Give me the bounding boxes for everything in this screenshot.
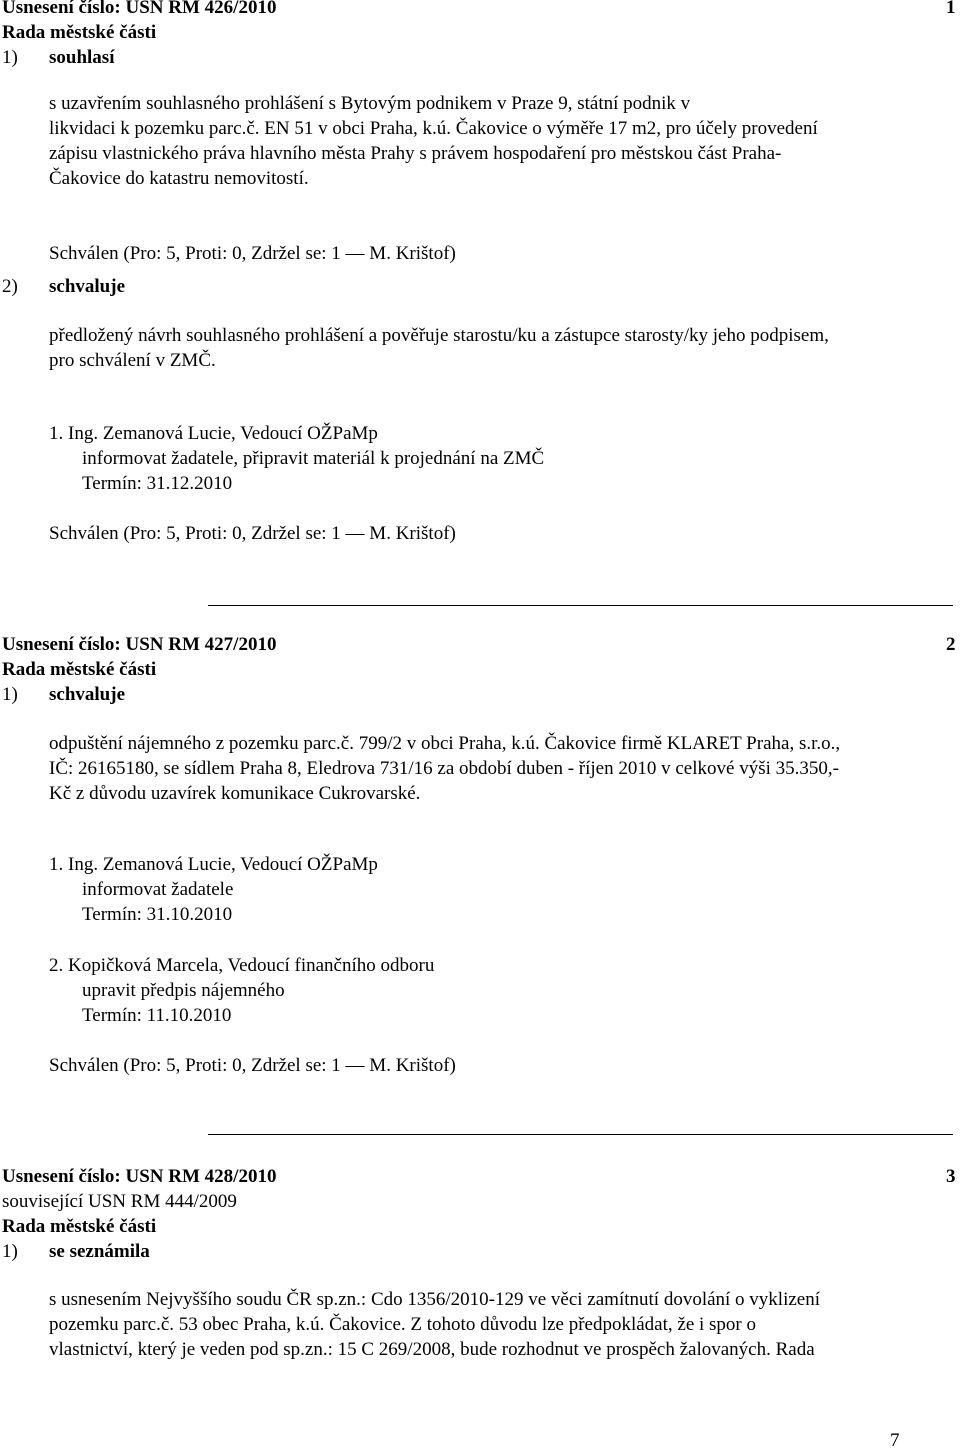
resolution-427-item1-marker: 1) — [2, 684, 18, 705]
task-action: upravit předpis nájemného — [82, 980, 285, 1001]
task-assignee: 2. Kopičková Marcela, Vedoucí finančního odboru — [49, 955, 435, 976]
resolution-428-related: související USN RM 444/2009 — [2, 1191, 237, 1212]
resolution-426-item2-verb: schvaluje — [49, 276, 125, 297]
resolution-426-header: Usnesení číslo: USN RM 426/2010 — [2, 0, 277, 18]
resolution-426-item2-vote: Schválen (Pro: 5, Proti: 0, Zdržel se: 1 — M. Krištof) — [49, 523, 456, 544]
resolution-428-item1-verb: se seznámila — [49, 1241, 150, 1262]
page-number: 7 — [890, 1430, 900, 1451]
resolution-428-item1-marker: 1) — [2, 1241, 18, 1262]
resolution-428-body: Rada městské části — [2, 1216, 157, 1237]
resolution-427-number: 2 — [946, 634, 956, 655]
resolution-426-item1-marker: 1) — [2, 47, 18, 68]
resolution-428-item1-text-line: vlastnictví, který je veden pod sp.zn.: 15 C 269/2008, bude rozhodnut ve prospěch žalovaných. Rada — [49, 1339, 815, 1360]
resolution-426-number: 1 — [946, 0, 956, 18]
resolution-427-item1-text-line: IČ: 26165180, se sídlem Praha 8, Eledrova 731/16 za období duben - říjen 2010 v celkové výši 35.350,- — [49, 758, 839, 779]
task-deadline: Termín: 31.10.2010 — [82, 904, 233, 925]
resolution-427-item1-text-line: Kč z důvodu uzavírek komunikace Cukrovarské. — [49, 783, 421, 804]
task-deadline: Termín: 11.10.2010 — [82, 1005, 232, 1026]
resolution-427-item1-text-line: odpuštění nájemného z pozemku parc.č. 799/2 v obci Praha, k.ú. Čakovice firmě KLARET Praha, s.r.o., — [49, 733, 841, 754]
resolution-426-item1-text-line: likvidaci k pozemku parc.č. EN 51 v obci Praha, k.ú. Čakovice o výměře 17 m2, pro účely provedení — [49, 118, 818, 139]
resolution-426-item1-vote: Schválen (Pro: 5, Proti: 0, Zdržel se: 1 — M. Krištof) — [49, 243, 456, 264]
resolution-428-header: Usnesení číslo: USN RM 428/2010 — [2, 1166, 277, 1187]
task-assignee: 1. Ing. Zemanová Lucie, Vedoucí OŽPaMp — [49, 423, 378, 444]
resolution-427-item1-verb: schvaluje — [49, 684, 125, 705]
resolution-428-item1-text-line: s usnesením Nejvyššího soudu ČR sp.zn.: Cdo 1356/2010-129 ve věci zamítnutí dovolání o vyklizení — [49, 1289, 821, 1310]
resolution-426-item2-marker: 2) — [2, 276, 18, 297]
resolution-426-item1-text-line: Čakovice do katastru nemovitostí. — [49, 168, 309, 189]
section-divider — [208, 605, 953, 606]
resolution-428-number: 3 — [946, 1166, 956, 1187]
resolution-427-header: Usnesení číslo: USN RM 427/2010 — [2, 634, 277, 655]
section-divider — [208, 1134, 953, 1135]
resolution-426-item2-text-line: pro schválení v ZMČ. — [49, 350, 216, 371]
task-action: informovat žadatele — [82, 879, 234, 900]
resolution-428-item1-text-line: pozemku parc.č. 53 obec Praha, k.ú. Čakovice. Z tohoto důvodu lze předpokládat, že i spor o — [49, 1314, 757, 1335]
resolution-426-item1-verb: souhlasí — [49, 47, 115, 68]
task-action: informovat žadatele, připravit materiál k projednání na ZMČ — [82, 448, 545, 469]
resolution-426-item2-text-line: předložený návrh souhlasného prohlášení a pověřuje starostu/ku a zástupce starosty/ky jeho podpisem, — [49, 325, 829, 346]
task-deadline: Termín: 31.12.2010 — [82, 473, 233, 494]
task-assignee: 1. Ing. Zemanová Lucie, Vedoucí OŽPaMp — [49, 854, 378, 875]
resolution-426-item1-text-line: s uzavřením souhlasného prohlášení s Bytovým podnikem v Praze 9, státní podnik v — [49, 93, 691, 114]
resolution-427-body: Rada městské části — [2, 659, 157, 680]
resolution-427-item1-vote: Schválen (Pro: 5, Proti: 0, Zdržel se: 1 — M. Krištof) — [49, 1055, 456, 1076]
resolution-426-body: Rada městské části — [2, 22, 157, 43]
resolution-426-item1-text-line: zápisu vlastnického práva hlavního města Prahy s právem hospodaření pro městskou část Praha- — [49, 143, 782, 164]
